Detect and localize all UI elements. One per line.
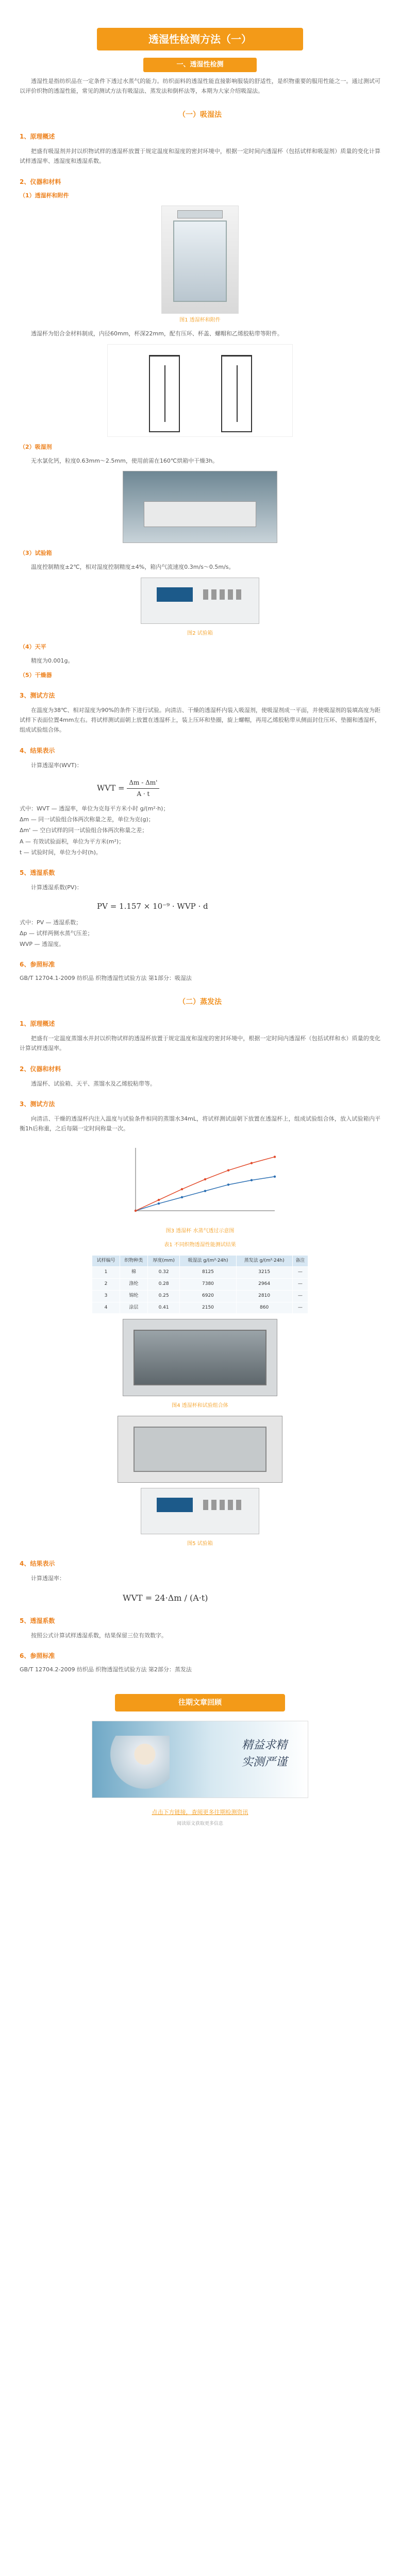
chamber-buttons <box>203 589 244 600</box>
results-table <box>92 1255 308 1314</box>
oven-door <box>134 1427 266 1472</box>
m1-sub2-text: 无水氯化钙，粒度0.63mm～2.5mm，使用前需在160℃烘箱中干燥3h。 <box>31 457 219 464</box>
series-line-1 <box>136 1177 275 1211</box>
scientist-illustration <box>108 1736 170 1798</box>
m2-item4-heading: 4、结果表示 <box>20 1560 55 1568</box>
table-cell: 6920 <box>180 1290 236 1302</box>
where-line: A — 有效试验面积，单位为平方米(m²)； <box>20 838 125 845</box>
m2-item5-heading: 5、透湿系数 <box>20 1617 55 1624</box>
m1-sub4: （4）天平 <box>20 643 46 650</box>
formula-wvt-frac <box>127 777 159 800</box>
footer-link[interactable]: 点击下方链接，查阅更多往期检测资讯 <box>152 1809 248 1816</box>
calligraphy-text <box>242 1737 287 1771</box>
table-cell: 860 <box>236 1302 292 1314</box>
where-line: WVP — 透湿度。 <box>20 941 65 947</box>
data-point <box>181 1196 183 1198</box>
calligraphy-line-1: 精益求精 <box>241 1739 287 1752</box>
where-line: 式中：PV — 透湿系数； <box>20 919 82 926</box>
vapor-chart-svg <box>115 1141 285 1223</box>
formula-wvt-lhs: WVT = <box>97 783 125 793</box>
intro-paragraph: 透湿性是指纺织品在一定条件下透过水蒸气的能力。纺织面料的透湿性能直接影响服装的舒适性，是织物重要的服用性能之一。通过测试可以评价织物的透湿性能，常见的测试方法有吸湿法、蒸发法和倒杯法等，本期为大家介绍吸湿法。 <box>20 78 380 95</box>
where-line: t — 试验时间，单位为小时(h)。 <box>20 849 102 856</box>
m1-item3-heading: 3、测试方法 <box>20 691 55 699</box>
table-cell: 2810 <box>236 1290 292 1302</box>
m1-item1-heading: 1、原理概述 <box>20 133 55 140</box>
chart-caption: 图3 透湿杯 水蒸气透过示意图 <box>165 1228 235 1234</box>
table-cell: — <box>292 1279 308 1291</box>
m1-item1-text: 把盛有吸湿剂并封以织物试样的透湿杯放置于规定温度和湿度的密封环境中，根据一定时间内透湿杯（包括试样和吸湿剂）质量的变化计算试样透湿率、透湿度和透湿系数。 <box>20 148 380 165</box>
m2-item3-text: 向清洁、干燥的透湿杯内注入温度与试验条件相同的蒸馏水34mL，将试样测试面朝下放置在透湿杯上，组成试验组合体，放入试验箱内平衡1h后称重，之后每隔一定时间称量一次。 <box>20 1115 380 1132</box>
data-point <box>204 1190 206 1192</box>
m1-sub1-text: 透湿杯为铝合金材料制成，内径60mm，杯深22mm，配有压环、杯盖、螺帽和乙烯胶粘带等附件。 <box>31 330 283 337</box>
data-point <box>181 1188 183 1190</box>
vapor-chart <box>115 1141 285 1226</box>
table-cell: 0.28 <box>147 1279 180 1291</box>
m1-item6-heading: 6、参照标准 <box>20 961 55 969</box>
formula-m2: WVT = 24·Δm / (A·t) <box>123 1592 208 1603</box>
photo-panel <box>177 210 223 218</box>
m1-item4-text: 计算透湿率(WVT)： <box>31 761 82 769</box>
table-cell: 涂层 <box>120 1302 147 1314</box>
where-line: 式中：WVT — 透湿率，单位为克每平方米小时 g/(m²·h)； <box>20 805 169 812</box>
data-point <box>135 1210 137 1212</box>
m2-item3-heading: 3、测试方法 <box>20 1100 55 1108</box>
m1-sub2: （2）吸湿剂 <box>20 443 52 450</box>
lab-photo <box>123 471 277 543</box>
data-point <box>274 1156 276 1158</box>
table-header: 备注 <box>292 1255 308 1267</box>
table-cell: 2964 <box>236 1279 292 1291</box>
data-point <box>251 1179 253 1181</box>
where-line: Δm — 同一试验组合体两次称量之差，单位为克(g)； <box>20 816 154 823</box>
formula-pv: PV = 1.157 × 10⁻⁹ · WVP · d <box>97 902 208 911</box>
table-caption: 表1 不同织物透湿性能测试结果 <box>164 1242 236 1248</box>
table-header: 试样编号 <box>92 1255 120 1267</box>
page-title: 透湿性检测方法（一） <box>97 28 303 50</box>
m2-item2-text: 透湿杯、试验箱、天平、蒸馏水及乙烯胶粘带等。 <box>31 1080 156 1087</box>
chamber-screen <box>157 587 193 602</box>
oven-door <box>134 1330 266 1385</box>
where-line: Δm' — 空白试样的同一试验组合体两次称量之差； <box>20 827 148 834</box>
photo-cabinet <box>173 221 227 302</box>
data-point <box>227 1170 229 1172</box>
table-cell: 1 <box>92 1267 120 1279</box>
data-point <box>158 1202 160 1205</box>
m1-item5-heading: 5、透湿系数 <box>20 869 55 876</box>
table-cell: 棉 <box>120 1267 147 1279</box>
data-point <box>274 1176 276 1178</box>
method1-title: （一）吸湿法 <box>178 110 222 119</box>
moisture-cup-photo <box>161 206 239 314</box>
table-cell: 0.32 <box>147 1267 180 1279</box>
footer-note: 阅读原文获取更多信息 <box>176 1821 223 1827</box>
table-header: 织物种类 <box>120 1255 147 1267</box>
table-cell: — <box>292 1290 308 1302</box>
table-header: 厚度(mm) <box>147 1255 180 1267</box>
data-point <box>204 1178 206 1180</box>
line-right <box>237 365 238 422</box>
m1-item4-heading: 4、结果表示 <box>20 747 55 754</box>
table-row <box>92 1279 308 1291</box>
photo1-caption: 图1 透湿杯和附件 <box>179 317 221 323</box>
table-header: 吸湿法 g/(m²·24h) <box>180 1255 236 1267</box>
table-cell: — <box>292 1302 308 1314</box>
where-line: Δp — 试样两侧水蒸气压差； <box>20 929 93 937</box>
balance-photo <box>141 1488 259 1534</box>
balance-buttons <box>203 1500 244 1510</box>
table-header-row <box>92 1255 308 1267</box>
data-point <box>158 1199 160 1201</box>
table-row <box>92 1302 308 1314</box>
m1-sub1: （1）透湿杯和附件 <box>20 192 69 199</box>
table-cell: 2 <box>92 1279 120 1291</box>
calligraphy-line-2: 实测严谨 <box>241 1756 287 1769</box>
section-heading-a: 一、透湿性检测 <box>143 58 257 72</box>
m2-item5-text: 按照公式计算试样透湿系数，结果保留三位有效数字。 <box>31 1632 167 1639</box>
oven-photo-2 <box>118 1416 282 1483</box>
table-cell: 7380 <box>180 1279 236 1291</box>
table-cell: 涤纶 <box>120 1279 147 1291</box>
m2-item4-text: 计算透湿率： <box>31 1575 65 1582</box>
table-cell: 2150 <box>180 1302 236 1314</box>
table-cell: 3 <box>92 1290 120 1302</box>
table-row <box>92 1290 308 1302</box>
m1-item5-text: 计算透湿系数(PV)： <box>31 884 82 891</box>
m2-item6-heading: 6、参照标准 <box>20 1652 55 1659</box>
m1-where-list-2 <box>20 918 380 950</box>
table-cell: 3215 <box>236 1267 292 1279</box>
table-row <box>92 1267 308 1279</box>
chamber-photo <box>141 578 259 624</box>
table-header: 蒸发法 g/(m²·24h) <box>236 1255 292 1267</box>
table-cell: 0.25 <box>147 1290 180 1302</box>
photo-cap-m2-2: 图5 试验箱 <box>187 1540 213 1547</box>
past-articles-banner[interactable]: 往期文章回顾 <box>115 1694 285 1711</box>
m1-where-list-1 <box>20 804 380 857</box>
m1-sub5: （5）干燥器 <box>20 671 52 679</box>
footer-banner-image <box>92 1721 308 1798</box>
formula-wvt-num: Δm - Δm' <box>127 777 159 789</box>
table-cell: 0.41 <box>147 1302 180 1314</box>
method2-title: （二）蒸发法 <box>178 997 222 1006</box>
m1-item2-heading: 2、仪器和材料 <box>20 178 61 185</box>
m2-item1-heading: 1、原理概述 <box>20 1020 55 1027</box>
line-left <box>164 365 165 422</box>
m1-sub3: （3）试验箱 <box>20 550 52 556</box>
data-point <box>227 1184 229 1186</box>
series-line-2 <box>136 1157 275 1211</box>
table-cell: 8125 <box>180 1267 236 1279</box>
formula-wvt <box>97 777 380 800</box>
m2-item1-text: 把盛有一定温度蒸馏水并封以织物试样的透湿杯放置于规定温度和湿度的密封环境中，根据一定时间内透湿杯（包括试样和水）质量的变化计算试样透湿率。 <box>20 1035 380 1052</box>
m1-sub4-text: 精度为0.001g。 <box>31 657 74 665</box>
formula-wvt-den: A · t <box>137 790 150 798</box>
table-cell: 4 <box>92 1302 120 1314</box>
photo-cap-m2-1: 图4 透湿杯和试验组合体 <box>172 1403 228 1409</box>
data-point <box>251 1162 253 1164</box>
m2-item2-heading: 2、仪器和材料 <box>20 1065 61 1073</box>
m1-item3-text: 在温度为38℃、相对湿度为90%的条件下进行试验。向清洁、干燥的透湿杯内装入吸湿剂，使吸湿剂成一平面，并使吸湿剂的装填高度为距试样下表面位置4mm左右。将试样测试面朝上放置在透湿杯上，装上压环和垫圈，旋上螺帽，再用乙烯胶粘带从侧面封住压环、垫圈和透湿杯，组成试验组合体。 <box>20 706 380 734</box>
lab-device <box>144 501 256 527</box>
table-cell: 锦纶 <box>120 1290 147 1302</box>
m1-sub3-text: 温度控制精度±2℃，相对湿度控制精度±4%，箱内气流速度0.3m/s～0.5m/s。 <box>31 564 235 571</box>
m2-standard: GB/T 12704.2-2009 纺织品 织物透湿性试验方法 第2部分：蒸发法 <box>20 1666 192 1673</box>
table-cell: — <box>292 1267 308 1279</box>
balance-screen <box>157 1498 193 1512</box>
photo2-caption: 图2 试验箱 <box>187 630 213 636</box>
oven-photo-1 <box>123 1319 277 1396</box>
m1-standard: GB/T 12704.1-2009 纺织品 织物透湿性试验方法 第1部分：吸湿法 <box>20 975 192 982</box>
sample-frame-figure <box>107 344 293 437</box>
